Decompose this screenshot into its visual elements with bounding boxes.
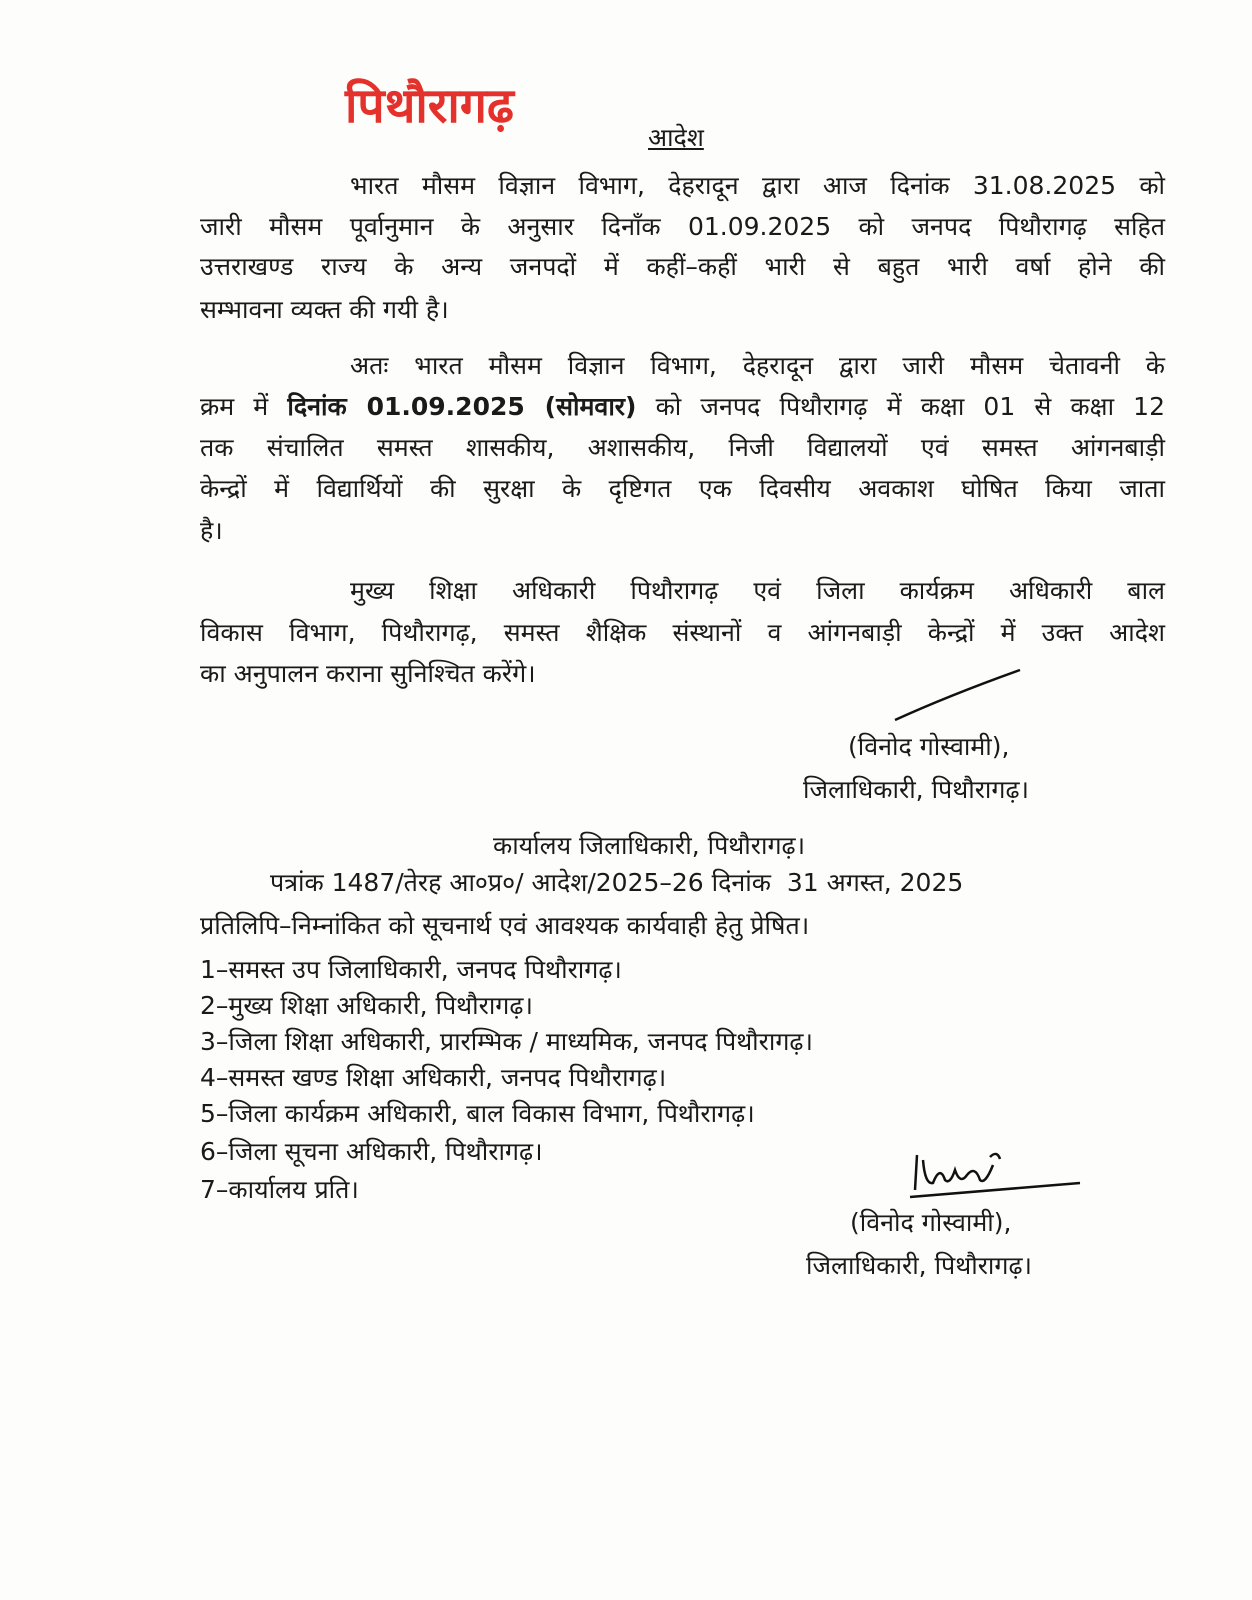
text-line: भारत मौसम विज्ञान विभाग, देहरादून द्वारा आज दिनांक 31.08.2025 को (350, 171, 1165, 200)
holiday-date: दिनांक 01.09.2025 (सोमवार) (287, 392, 637, 421)
signatory-designation-2: जिलाधिकारी, पिथौरागढ़। (806, 1251, 1033, 1280)
text: क्रम में (200, 392, 269, 421)
text-line: है। (200, 516, 223, 545)
text-line: विकास विभाग, पिथौरागढ़, समस्त शैक्षिक संस्थानों व आंगनबाड़ी केन्द्रों में उक्त आदेश (200, 618, 1165, 647)
list-item: 6–जिला सूचना अधिकारी, पिथौरागढ़। (200, 1137, 543, 1166)
text-line (200, 391, 1165, 423)
signature-scribble-2 (905, 1145, 1085, 1205)
text-line: उत्तराखण्ड राज्य के अन्य जनपदों में कहीं–कहीं भारी से बहुत भारी वर्षा होने की (200, 252, 1165, 281)
text-line: अतः भारत मौसम विज्ञान विभाग, देहरादून द्वारा जारी मौसम चेतावनी के (350, 351, 1165, 380)
list-item: 4–समस्त खण्ड शिक्षा अधिकारी, जनपद पिथौरागढ़। (200, 1063, 667, 1092)
order-heading: आदेश (648, 123, 704, 152)
district-title: पिथौरागढ़ (345, 78, 514, 134)
text-line: तक संचालित समस्त शासकीय, अशासकीय, निजी विद्यालयों एवं समस्त आंगनबाड़ी (200, 433, 1165, 462)
text-line: केन्द्रों में विद्यार्थियों की सुरक्षा के दृष्टिगत एक दिवसीय अवकाश घोषित किया जाता (200, 474, 1165, 503)
signature-stroke-1 (890, 665, 1030, 725)
text-line: का अनुपालन कराना सुनिश्चित करेंगे। (200, 659, 536, 688)
text-line: सम्भावना व्यक्त की गयी है। (200, 295, 449, 324)
list-item: 1–समस्त उप जिलाधिकारी, जनपद पिथौरागढ़। (200, 955, 622, 984)
list-item: 2–मुख्य शिक्षा अधिकारी, पिथौरागढ़। (200, 991, 533, 1020)
copy-intro: प्रतिलिपि–निम्नांकित को सूचनार्थ एवं आवश्यक कार्यवाही हेतु प्रेषित। (200, 911, 810, 940)
text: को जनपद पिथौरागढ़ में कक्षा 01 से कक्षा 12 (655, 392, 1165, 421)
list-item: 7–कार्यालय प्रति। (200, 1175, 359, 1204)
text-line: मुख्य शिक्षा अधिकारी पिथौरागढ़ एवं जिला कार्यक्रम अधिकारी बाल (350, 576, 1165, 605)
list-item: 5–जिला कार्यक्रम अधिकारी, बाल विकास विभाग, पिथौरागढ़। (200, 1099, 755, 1128)
list-item: 3–जिला शिक्षा अधिकारी, प्रारम्भिक / माध्यमिक, जनपद पिथौरागढ़। (200, 1027, 813, 1056)
reference-number: पत्रांक 1487/तेरह आ०प्र०/ आदेश/2025–26 दिनांक 31 अगस्त, 2025 (270, 868, 964, 897)
office-line: कार्यालय जिलाधिकारी, पिथौरागढ़। (493, 831, 806, 860)
signatory-designation: जिलाधिकारी, पिथौरागढ़। (803, 775, 1030, 804)
text-line: जारी मौसम पूर्वानुमान के अनुसार दिनाँक 01.09.2025 को जनपद पिथौरागढ़ सहित (200, 212, 1165, 241)
signatory-name-2: (विनोद गोस्वामी), (850, 1208, 1012, 1237)
signatory-name: (विनोद गोस्वामी), (848, 732, 1010, 761)
